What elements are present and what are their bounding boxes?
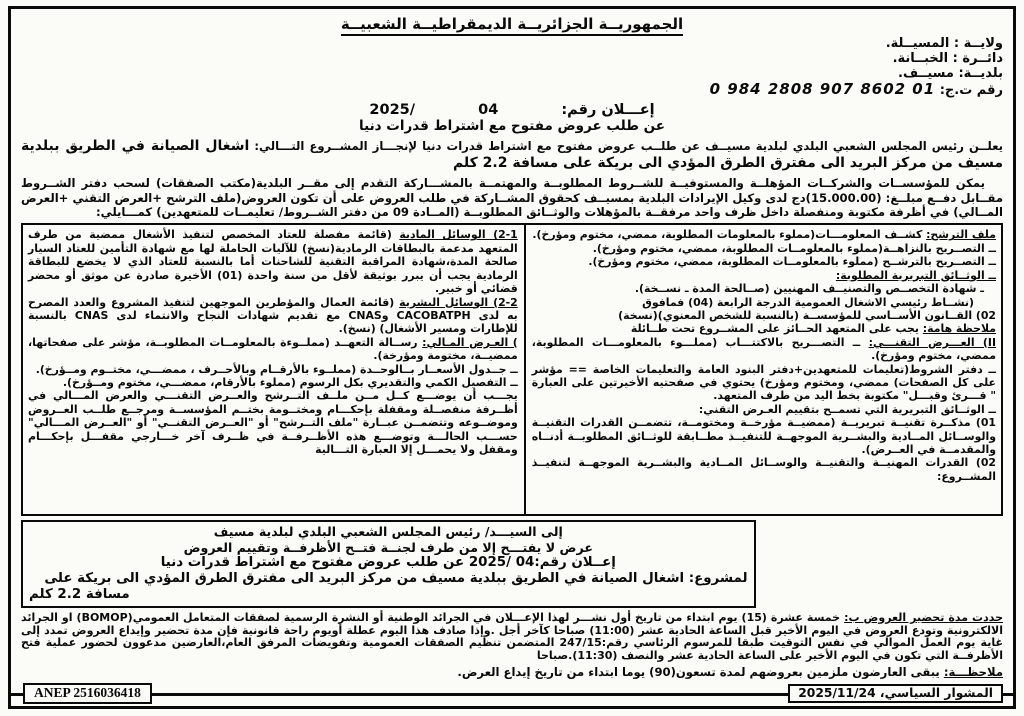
- announcement-label: إعـــلان رقم:: [561, 101, 655, 118]
- list-item: 01) مذكــرة تقنيــة تبريريــة (ممضيــة مؤرخــة ومختومــة، تتضمــن القدرات التقنيــة والوســائل المــادية والبشــرية الموجهــة للتنفيــذ مطــابقة للوثــائق المطلوبــة أدنــاه والمقدمــة في العــرض).: [531, 416, 996, 456]
- anep-reference-box: ANEP 2516036418: [23, 683, 152, 704]
- requirements-box: [21, 223, 1003, 516]
- list-item: ــ التصــريح بالترشــح (مملوء بالمعلومــات المطلوبة، ممضي، مختوم ومؤرخ).: [588, 255, 996, 269]
- republic-title-row: [21, 14, 1003, 33]
- participation-paragraph: [21, 176, 1003, 219]
- intro-opening: يعلــن رئيس المجلس الشعبي البلدي لبلدية مسيــف عن طلــب عروض مفتوح مع اشتراط قدرات دنيا لإنجـــاز المشــروع التـــالي:: [249, 138, 1003, 153]
- intro-paragraph: [21, 138, 1003, 173]
- envelope-instructions: يجـــب أن يوضـــع كــل مــن ملــف التــرشح والعــرض التقنـــي والعرض المـــالي في أظــرفة منفصــلة ومقفلة بإحكـــام ومختــومة بختــم المؤسســة ومرجــع طلــب العــروض وموضــوعه وتتضمــن عبــارة "ملف التــرشح" أو "العــرض التقنــي" أو "العــرض المـــالي" حســـب الحالـــة وتوضـــع هذه الأظــرفــة في ظــرف آخر خـــارجي مقفـــل بإحكـــام ومقفل ولا يحمـــل إلا العبارة التـــالية: [28, 389, 518, 456]
- list-item: ــ الوثــائق التبريرية المطلوبة:: [835, 268, 996, 282]
- list-item: ــ دفتر الشروط(تعليمات للمتعهدين+دفتر البنود العامة والتعليمات الخاصة == مؤشر على كل الصفحات) ممضي، ومختوم ومؤرخ) يحتوي في صفحتيه الأخيرتين على العبارة " قـــرئ وقبـــل" مكتوبة بخط اليد من طرف المتعهد.: [531, 362, 996, 403]
- announcement-subtitle: عن طلب عروض مفتوح مع اشتراط قدرات دنيا: [359, 117, 665, 134]
- page-title: الجمهوريــة الجزائريــة الديمقراطيــة الشعبيــة: [341, 15, 683, 36]
- commune-line: بلديــة: مسيــف.: [898, 66, 1003, 82]
- column-candidacy-technical: [524, 225, 1001, 514]
- list-item: ــ التفصيل الكمي والتقديري بكل الرسوم (مملوء بالأرقام، ممضـــي، مختوم ومــؤرخ).: [62, 375, 518, 389]
- list-item: (نشــاط رئيسي الاشغال العمومية الدرجة الرابعة (04) فمافوق: [642, 295, 974, 309]
- list-item: ــ جــدول الأسعــار بــالوحــدة (مملــوء بالأرقــام وبالأحــرف ، ممضـــي، مختــوم ومــؤرخ).: [35, 362, 518, 376]
- deadline-paragraph: [21, 612, 1003, 663]
- list-item: ــ الوثــائق التبريرية التي تسمــح بتقييم العـرض التقني:: [698, 402, 996, 416]
- envelope-warning: عرض لا يفتـــح إلا من طرف لجنــة فتــح الأظرفــة وتقييم العروض: [183, 539, 593, 555]
- envelope-announcement-ref: إعــلان رقم:04 /2025 عن طلب عروض مفتوح مع اشتراط قدرات دنيا: [160, 554, 616, 570]
- wilaya-line: ولايــة : المسيــلة.: [885, 36, 1003, 51]
- daira-line: دائــرة : الخبــانة.: [892, 51, 1003, 67]
- list-item: ملف الترشح: كشــف المعلومـــات(مملوء بالمعلومات المطلوبة، ممضي، مختوم ومؤرخ).: [532, 228, 996, 242]
- participation-text: يمكن للمؤسســات والشركــات المؤهلــة والمستوفيــة للشــروط المطلوبــة والمهتمــة بالمشـــاركة التقدم إلى مقــر البلدية(مكتب الصفقات) لسحب دفتر الشــروط مقــابل دفــع مبلــغ: (15.000.00)دج لدى وكيل الإيرادات البلدية بمسيــف كحقوق المشــاركة في طلب العروض على أن تكون العروض(ملف الترشح +العرض التقني +العرض المــالي) في أظرفة مكتوبة ومنفصلة داخل ظرف واحد مرفقــة بالمؤهلات والوثــائق المطلوبــة (المــادة 09 من دفتر الشــروط/ تعليمــات للمتعهدين) كمـــايلي:: [21, 176, 1003, 220]
- column-means-financial: [23, 225, 524, 514]
- list-item: 02) القــانون الأســاسي للمؤسســة (بالنسبة للشخص المعنوي)(نسخة): [618, 308, 996, 322]
- list-item: 2-1) الوسائل المادية (قائمة مفصلة للعتاد المخصص لتنفيذ الأشغال ممضية من طرف المتعهد مدعمة بالبطاقات الرمادية(نسخ) للآليات الحاملة لها مع شهادة التأمين للعتاد السيار صالحة المدة،شهادة المراقبة التقنية للشاحنات أما بالنسبة للعتاد الذي لا يخضع للبطاقة الرمادية يجب أن يبرر بوثيقة لأقل من سنة واحدة (01) الأخيرة صادرة عن موثق أو محضر قضائي أو خبير.: [28, 228, 518, 296]
- announcement-heading: [21, 102, 1003, 118]
- deadline-lead: حددت مدة تحضير العروض ب:: [844, 610, 1003, 624]
- list-item: ـ شهادة التخصــص والتصنيــف المهنيين (صــالحة المدة ـ نســخة).: [634, 282, 984, 296]
- envelope-project-line: لمشروع: اشغال الصيانة في الطريق ببلدية مسيف من مركز البريد الى مفترق الطرق المؤدي الى بريكة على: [44, 570, 748, 586]
- list-item: 2-2) الوسائل البشرية (قائمة العمال والمؤطرين الموجهين لتنفيذ المشروع والعدد المصرح به لدى CACOBATPH وCNAS مع تقديم شهادات النجاح والانتماء لدى CNAS بالنسبة للإطارات ومسير الأشغال) (نسخ).: [28, 295, 518, 336]
- project-title: اشغال الصيانة في الطريق ببلدية مسيف من مركز البريد الى مفترق الطرق المؤدي الى بريكة على مسافة 2.2 كلم: [21, 137, 1003, 171]
- validity-note: [21, 665, 1003, 679]
- envelope-address-box: [21, 520, 756, 607]
- note-text: يبقى العارضون ملزمين بعروضهم لمدة تسعون(90) يوما ابتداء من تاريخ إيداع العرض.: [457, 664, 944, 679]
- list-item: ــ التصــريح بالنزاهــة(مملوء بالمعلومــات المطلوبة، ممضي، مختوم ومؤرخ).: [592, 241, 996, 255]
- list-item: II) العـــرض التقنـــي: ــ التصـــريح بالاكتتـــاب (مملـــوء بالمعلومـــات المطلوبة، ممضي، مختوم ومؤرخ).: [531, 335, 996, 363]
- list-item: 02) القدرات المهنيــة والتقنيــة والوســائل المــادية والبشــرية الموجهــة لتنفيــذ المشــروع:: [531, 456, 996, 483]
- registry-line: [21, 81, 1003, 98]
- page-border-frame: [8, 6, 1016, 709]
- deadline-text: خمسة عشرة (15) يوم ابتداء من تاريخ أول نشـــر لهذا الإعـــلان في الجرائد الوطنية أو النشرة الرسمية لصفقات المتعامل العمومي(BOMOP) او الجرائد الالكترونية وتودع العروض في اليوم الأخير قبل الساعة الحادية عشر (11:00) صباحا كآخر أجل .وإذا صادف هذا اليوم عطلة أويوم راحة قانونية فإن مدة تحضير وإيداع العروض تمدد إلى غاية يوم العمل الموالي في نفس التوقيت طبقا للمرسوم الرئاسي رقم:247/15 المتضمن تنظيم الصفقات العمومية وتفويضات المرفق العام،العارضين مدعوون لحضور عملية فتح الأظرفــة التي تكون في اليوم الأخير على الساعة الحادية عشر والنصف (11:30).صباحا: [21, 610, 1003, 663]
- journal-date-box: المشوار السياسي، 2025/11/24: [788, 684, 1003, 703]
- list-item: ملاحظة هامة: يجب على المتعهد الحــائز على المشــروع تحت طــائلة: [630, 322, 996, 336]
- authority-block: [21, 36, 1003, 99]
- announcement-year: 2025/: [369, 101, 416, 118]
- list-item: ) العـرض المـالي: رســالة التعهــد (مملــوءة بالمعلومــات المطلوبــة، مؤشر على صفحاتها، ممضيــة، مختومة ومؤرخة).: [28, 335, 518, 363]
- registry-label: رقم ت.ج:: [939, 83, 1003, 99]
- footer-row: [21, 682, 1003, 707]
- envelope-recipient: إلى السيـــد/ رئيس المجلس الشعبي البلدي لبلدية مسيف: [213, 524, 563, 540]
- registry-number: 0 984 2808 907 8602 01: [709, 80, 936, 99]
- envelope-distance-line: مسافة 2.2 كلم: [29, 586, 130, 602]
- note-label: ملاحظـــة:: [943, 664, 1003, 679]
- announcement-number: 04: [478, 101, 499, 118]
